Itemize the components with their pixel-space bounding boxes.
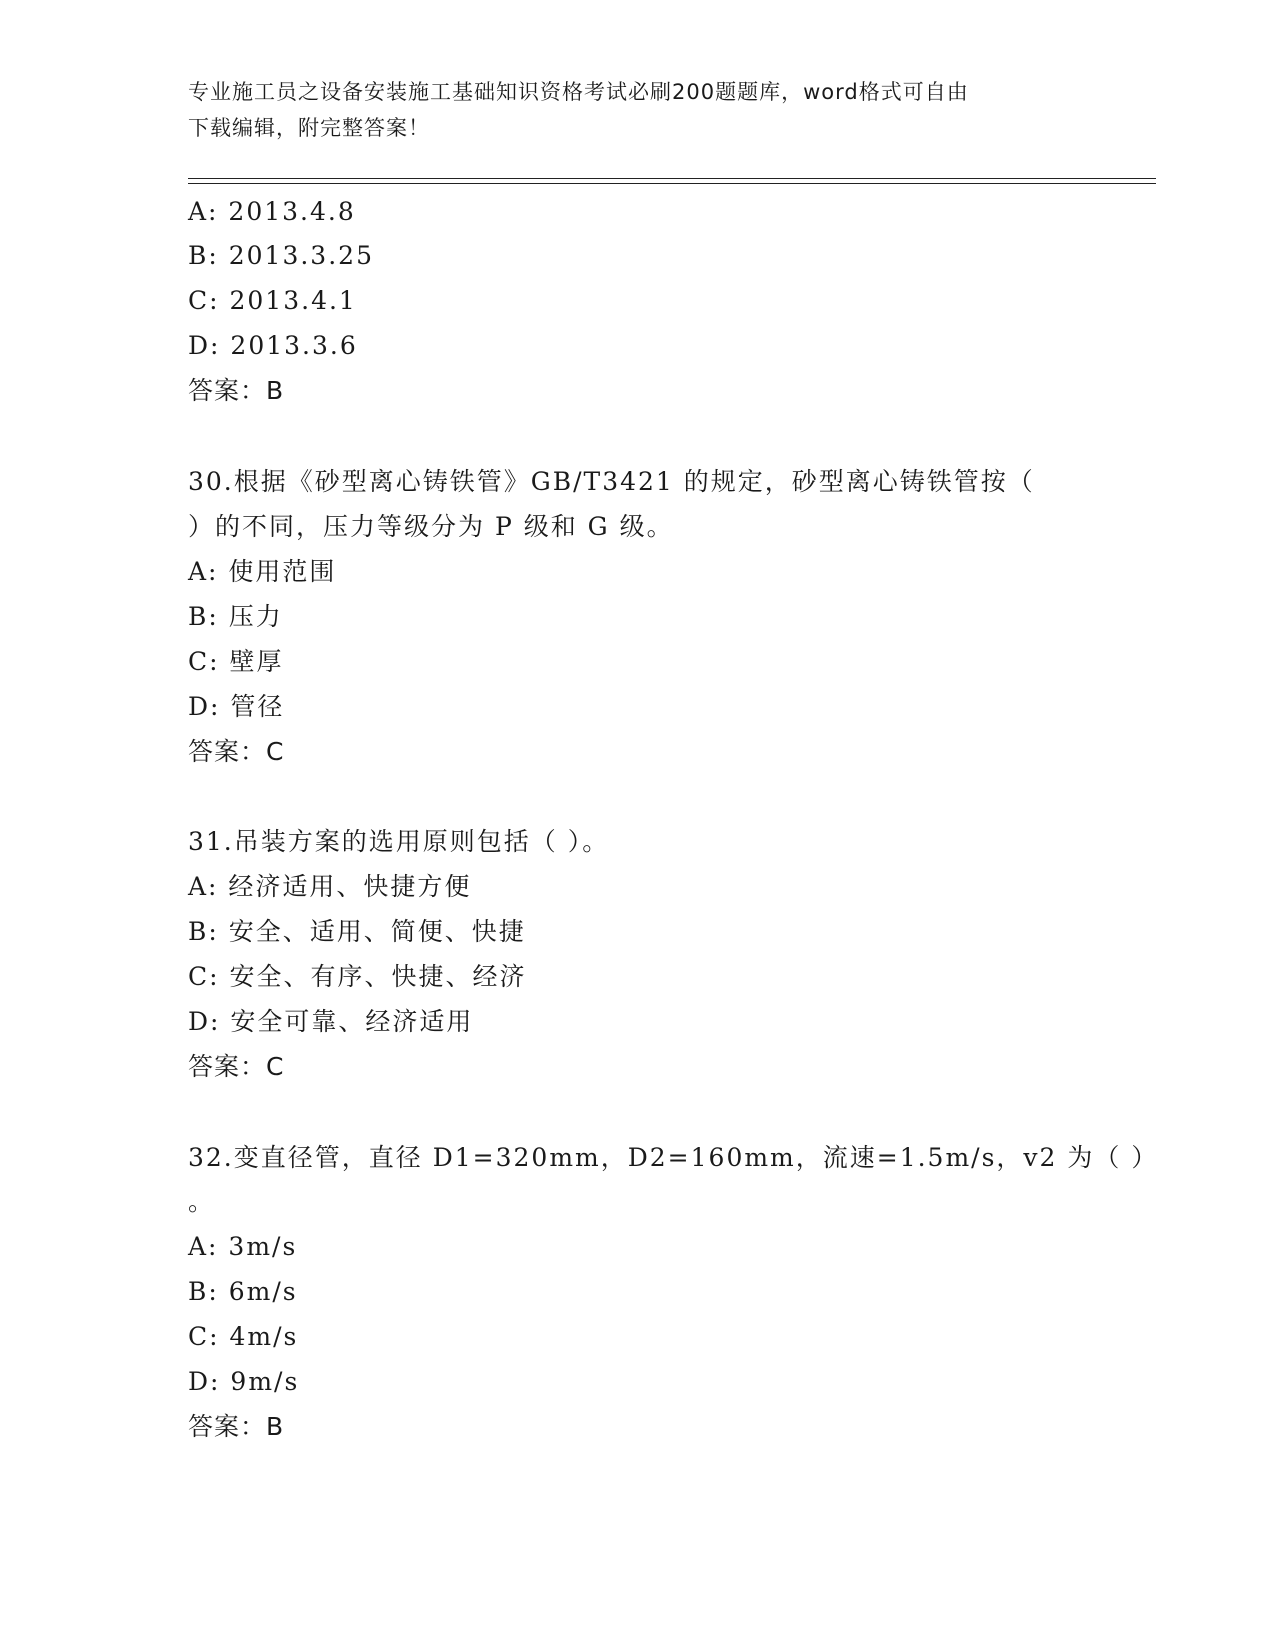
q31-option-b: B: 安全、适用、简便、快捷 — [188, 917, 526, 946]
q29-option-c: C: 2013.4.1 — [188, 286, 357, 315]
q29-option-d: D: 2013.3.6 — [188, 331, 358, 360]
q31-answer: 答案：C — [188, 1052, 285, 1081]
q30-option-b: B: 压力 — [188, 602, 283, 631]
document-header — [188, 74, 1088, 146]
header-divider-bottom — [188, 183, 1156, 184]
q32-answer: 答案：B — [188, 1412, 285, 1441]
q31-option-d: D: 安全可靠、经济适用 — [188, 1007, 474, 1036]
q32-option-d: D: 9m/s — [188, 1367, 300, 1396]
q32-option-b: B: 6m/s — [188, 1277, 298, 1306]
q32-option-a: A: 3m/s — [188, 1232, 298, 1261]
header-title-line-2: 下载编辑，附完整答案！ — [188, 116, 430, 140]
q30-option-d: D: 管径 — [188, 692, 285, 721]
q29-answer: 答案：B — [188, 376, 285, 405]
header-divider-top — [188, 178, 1156, 179]
q32-stem-line-1: 32.变直径管，直径 D1=320mm，D2=160mm，流速=1.5m/s，v2 为（ ） — [188, 1143, 1159, 1172]
q30-answer: 答案：C — [188, 737, 285, 766]
q30-stem-line-2: ）的不同，压力等级分为 P 级和 G 级。 — [188, 512, 674, 541]
q30-option-c: C: 壁厚 — [188, 647, 284, 676]
q30-option-a: A: 使用范围 — [188, 557, 337, 586]
q31-option-c: C: 安全、有序、快捷、经济 — [188, 962, 527, 991]
header-title-line-1: 专业施工员之设备安装施工基础知识资格考试必刷200题题库，word格式可自由 — [188, 80, 969, 104]
q31-stem-line-1: 31.吊装方案的选用原则包括（ ）。 — [188, 827, 610, 856]
q29-option-b: B: 2013.3.25 — [188, 241, 374, 270]
q29-option-a: A: 2013.4.8 — [188, 197, 356, 226]
q31-option-a: A: 经济适用、快捷方便 — [188, 872, 472, 901]
q30-stem-line-1: 30.根据《砂型离心铸铁管》GB/T3421 的规定，砂型离心铸铁管按（ — [188, 467, 1035, 496]
q32-stem-line-2: 。 — [188, 1187, 216, 1216]
q32-option-c: C: 4m/s — [188, 1322, 299, 1351]
